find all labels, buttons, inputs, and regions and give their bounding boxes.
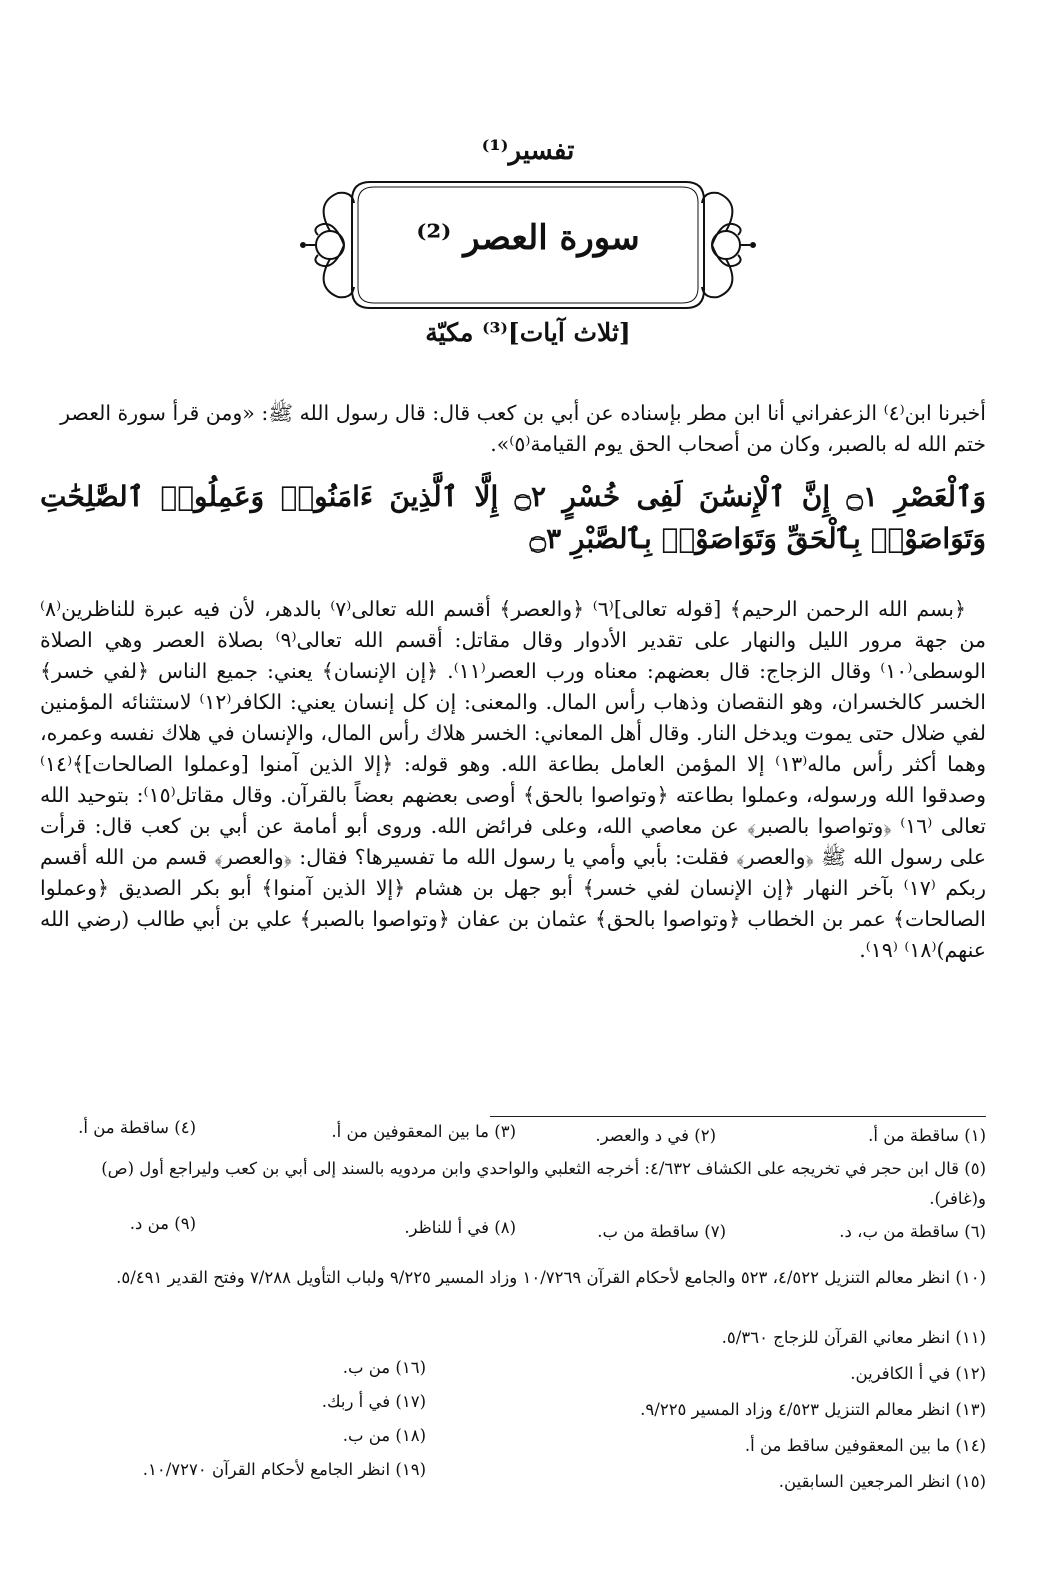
verse-count-label: [ثلاث آيات]⁽³⁾ مكيّة — [425, 318, 631, 347]
intro-line-2: ختم الله له بالصبر، وكان من أصحاب الحق يوم القيامة⁽٥⁾». — [490, 432, 986, 456]
footnote-3: (٣) ما بين المعقوفين من أ. — [331, 1122, 516, 1141]
footnote-8: (٨) في أ للناظر. — [404, 1218, 516, 1237]
footnote-19: (١٩) انظر الجامع لأحكام القرآن ١٠/٧٢٧٠. — [142, 1460, 426, 1479]
footnote-6: (٦) ساقطة من ب، د. — [839, 1222, 986, 1241]
footnote-9: (٩) من د. — [129, 1214, 196, 1233]
footnote-5: (٥) قال ابن حجر في تخريجه على الكشاف ٤/٦٣٢: أخرجه الثعلبي والواحدي وابن مردويه بالسند إلى أبي بن كعب وليراجع أول (ص) و(غافر). — [101, 1159, 986, 1208]
tafsir-heading: تفسير⁽¹⁾ — [481, 136, 575, 166]
footnote-10: (١٠) انظر معالم التنزيل ٤/٥٢٢، ٥٢٣ والجامع لأحكام القرآن ١٠/٧٢٦٩ وزاد المسير ٩/٢٢٥ ولباب التأويل ٧/٢٨٨ وفتح القدير ٥/٤٩١. — [116, 1268, 986, 1287]
tafsir-paragraph: ﴿بسم الله الرحمن الرحيم﴾ [قوله تعالى]⁽٦⁾ ﴿والعصر﴾ أقسم الله تعالى⁽٧⁾ بالدهر، لأن فيه عبرة للناظرين⁽٨⁾ من جهة مرور الليل والنهار على تقدير الأدوار وقال مقاتل: أقسم الله تعالى⁽٩⁾ بصلاة العصر وهي الصلاة الوسطى⁽١٠⁾ وقال الزجاج: قال بعضهم: معناه ورب العصر⁽١١⁾. ﴿إن الإنسان﴾ يعني: جميع الناس ﴿لفي خسر﴾ الخسر كالخسران، وهو النقصان وذهاب رأس المال. والمعنى: إن كل إنسان يعني: الكافر⁽١٢⁾ لاستثنائه المؤمنين لفي ضلال حتى يموت ويدخل النار. وقال أهل المعاني: الخسر هلاك رأس المال، والإنسان في هلاك نفسه وعمره، وهما أكثر رأس ماله⁽١٣⁾ إلا المؤمن العامل بطاعة الله. وهو قوله: ﴿إلا الذين آمنوا [وعملوا الصالحات]﴾⁽١٤⁾ وصدقوا الله ورسوله، وعملوا بطاعته ﴿وتواصوا بالحق﴾ أوصى بعضهم بعضاً بالقرآن. وقال مقاتل⁽١٥⁾: بتوحيد الله تعالى ⁽١٦⁾ ﴿وتواصوا بالصبر﴾ عن معاصي الله، وعلى فرائض الله. وروى أبو أمامة عن أبي بن كعب قال: قرأت على رسول الله ﷺ ﴿والعصر﴾ فقلت: بأبي وأمي يا رسول الله ما تفسيرها؟ فقال: ﴿والعصر﴾ قسم من الله أقسم ربكم ⁽١٧⁾ بآخر النهار ﴿إن الإنسان لفي خسر﴾ أبو جهل بن هشام ﴿إلا الذين آمنوا﴾ أبو بكر الصديق ﴿وعملوا الصالحات﴾ عمر بن الخطاب ﴿وتواصوا بالحق﴾ عثمان بن عفان ﴿وتواصوا بالصبر﴾ علي بن أبي طالب (رضي الله عنهم)⁽١٨⁾ ⁽١٩⁾. — [40, 597, 987, 962]
intro-hadith — [40, 398, 986, 460]
footnote-11: (١١) انظر معاني القرآن للزجاج ٥/٣٦٠. — [721, 1328, 986, 1347]
footnote-16: (١٦) من ب. — [342, 1358, 426, 1377]
footnote-12: (١٢) في أ الكافرين. — [850, 1364, 986, 1383]
footnote-15: (١٥) انظر المرجعين السابقين. — [778, 1472, 986, 1491]
footnote-2: (٢) في د والعصر. — [595, 1126, 716, 1145]
footnote-17: (١٧) في أ ربك. — [321, 1392, 426, 1411]
intro-line-1: أخبرنا ابن⁽٤⁾ الزعفراني أنا ابن مطر بإسناده عن أبي بن كعب قال: قال رسول الله ﷺ: «ومن قرأ سورة العصر — [60, 401, 986, 425]
footnote-13: (١٣) انظر معالم التنزيل ٤/٥٢٣ وزاد المسير ٩/٢٢٥. — [640, 1400, 986, 1419]
footnote-14: (١٤) ما بين المعقوفين ساقط من أ. — [744, 1436, 986, 1455]
quran-verses: وَٱلْعَصْرِ ۝١ إِنَّ ٱلْإِنسَٰنَ لَفِى خُسْرٍ ۝٢ إِلَّا ٱلَّذِينَ ءَامَنُوا۟ وَعَمِلُوا۟ ٱلصَّٰلِحَٰتِ وَتَوَاصَوْا۟ بِٱلْحَقِّ وَتَوَاصَوْا۟ بِٱلصَّبْرِ ۝٣ — [40, 480, 987, 555]
footnote-4: (٤) ساقطة من أ. — [78, 1118, 196, 1137]
footnote-divider — [490, 1116, 986, 1117]
surah-title-cartouche — [300, 178, 756, 312]
tafsir-body — [40, 594, 986, 966]
footnote-7: (٧) ساقطة من ب. — [597, 1222, 726, 1241]
footnote-1: (١) ساقطة من أ. — [868, 1126, 986, 1145]
surah-title: سورة العصر ⁽²⁾ — [416, 218, 640, 258]
footnote-18: (١٨) من ب. — [342, 1426, 426, 1445]
